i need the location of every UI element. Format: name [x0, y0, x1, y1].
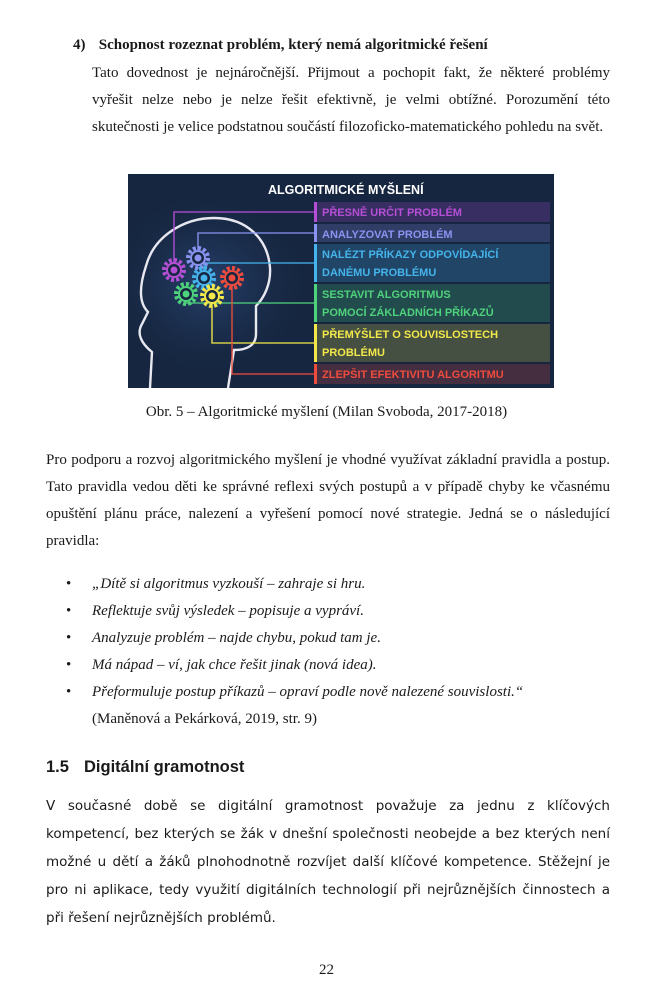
rule-item: [62, 652, 610, 679]
step-label: PROBLÉMU: [322, 347, 385, 359]
bullet-icon: •: [66, 684, 72, 700]
page-number: 22: [319, 962, 334, 978]
rule-item: [62, 625, 610, 652]
section-number: 1.5: [46, 758, 69, 776]
section-title: Digitální gramotnost: [84, 758, 245, 776]
rule-item: [62, 571, 610, 598]
figure-step: [314, 224, 550, 242]
rules-intro-paragraph: Pro podporu a rozvoj algoritmického myšlení je vhodné využívat základní pravidla a postup. Tato pravidla vedou děti ke správné reflexi svých postupů a v případě chyby ke včasnému opuštění plánu práce, nalezení a vyřešení pomocí nové strategie. Jedná se o následující pravidla:: [46, 452, 610, 549]
rule-text: Reflektuje svůj výsledek – popisuje a vypráví.: [92, 603, 364, 619]
figure-step: [314, 324, 550, 362]
step-edge: [314, 202, 317, 222]
rules-list: [62, 571, 610, 733]
step-edge: [314, 284, 317, 322]
gear-icon: [188, 248, 208, 268]
figure-title: ALGORITMICKÉ MYŠLENÍ: [268, 183, 424, 197]
gear-icon: [222, 268, 242, 288]
step-label: SESTAVIT ALGORITMUS: [322, 289, 451, 301]
item-heading: [73, 37, 488, 54]
gear-icon: [176, 284, 196, 304]
step-label: ANALYZOVAT PROBLÉM: [322, 229, 453, 241]
step-label: DANÉMU PROBLÉMU: [322, 267, 437, 279]
bullet-icon: •: [66, 657, 72, 673]
rule-text: Má nápad – ví, jak chce řešit jinak (nová idea).: [92, 657, 377, 673]
gear-icon: [194, 268, 214, 288]
rule-text: „Dítě si algoritmus vyzkouší – zahraje si hru.: [92, 576, 366, 592]
section-heading: [46, 758, 244, 777]
step-edge: [314, 244, 317, 282]
step-label: PŘEMÝŠLET O SOUVISLOSTECH: [322, 329, 499, 341]
figure-step: [314, 244, 550, 282]
rule-text: Přeformuluje postup příkazů – opraví podle nově nalezené souvislosti.“: [92, 684, 524, 700]
rule-item: [62, 598, 610, 625]
bullet-icon: •: [66, 630, 72, 646]
gear-icon: [202, 286, 222, 306]
item-title: Schopnost rozeznat problém, který nemá algoritmické řešení: [98, 37, 488, 53]
step-label: POMOCÍ ZÁKLADNÍCH PŘÍKAZŮ: [322, 307, 494, 319]
step-edge: [314, 224, 317, 242]
step-edge: [314, 364, 317, 384]
gear-icon: [164, 260, 184, 280]
algorithmic-thinking-figure: [128, 174, 554, 388]
figure-step: [314, 284, 550, 322]
figure-step: [314, 364, 550, 384]
section-paragraph: V současné době se digitální gramotnost považuje za jednu z klíčových kompetencí, bez kterých se žák v dnešní společnosti neobejde a bez kterých není možné u dětí a žáků plnohodnotně rozvíjet další klíčové kompetence. Stěžejní je pro ni aplikace, tedy využití digitálních technologií při nejrůznějších činnostech a při řešení nejrůznějších problémů.: [46, 798, 610, 926]
bullet-icon: •: [66, 603, 72, 619]
figure-graphic: [128, 174, 554, 388]
rule-text: Analyzuje problém – najde chybu, pokud tam je.: [92, 630, 381, 646]
step-label: PŘESNĚ URČIT PROBLÉM: [322, 207, 462, 219]
step-edge: [314, 324, 317, 362]
step-label: NALÉZT PŘÍKAZY ODPOVÍDAJÍCÍ: [322, 249, 499, 261]
rules-source: (Maněnová a Pekárková, 2019, str. 9): [92, 711, 317, 727]
item-paragraph: Tato dovednost je nejnáročnější. Přijmout a pochopit fakt, že některé problémy vyřešit nelze nebo je nelze řešit efektivně, je velmi obtížné. Porozumění této skutečnosti je velice podstatnou součástí filozoficko-matematického pohledu na svět.: [92, 65, 610, 135]
figure-caption: Obr. 5 – Algoritmické myšlení (Milan Svoboda, 2017-2018): [145, 404, 508, 420]
bullet-icon: •: [66, 576, 72, 592]
figure-step: [314, 202, 550, 222]
rule-item: [62, 679, 610, 733]
step-label: ZLEPŠIT EFEKTIVITU ALGORITMU: [322, 369, 504, 381]
figure-steps: [314, 202, 550, 384]
item-number: 4): [73, 37, 86, 53]
